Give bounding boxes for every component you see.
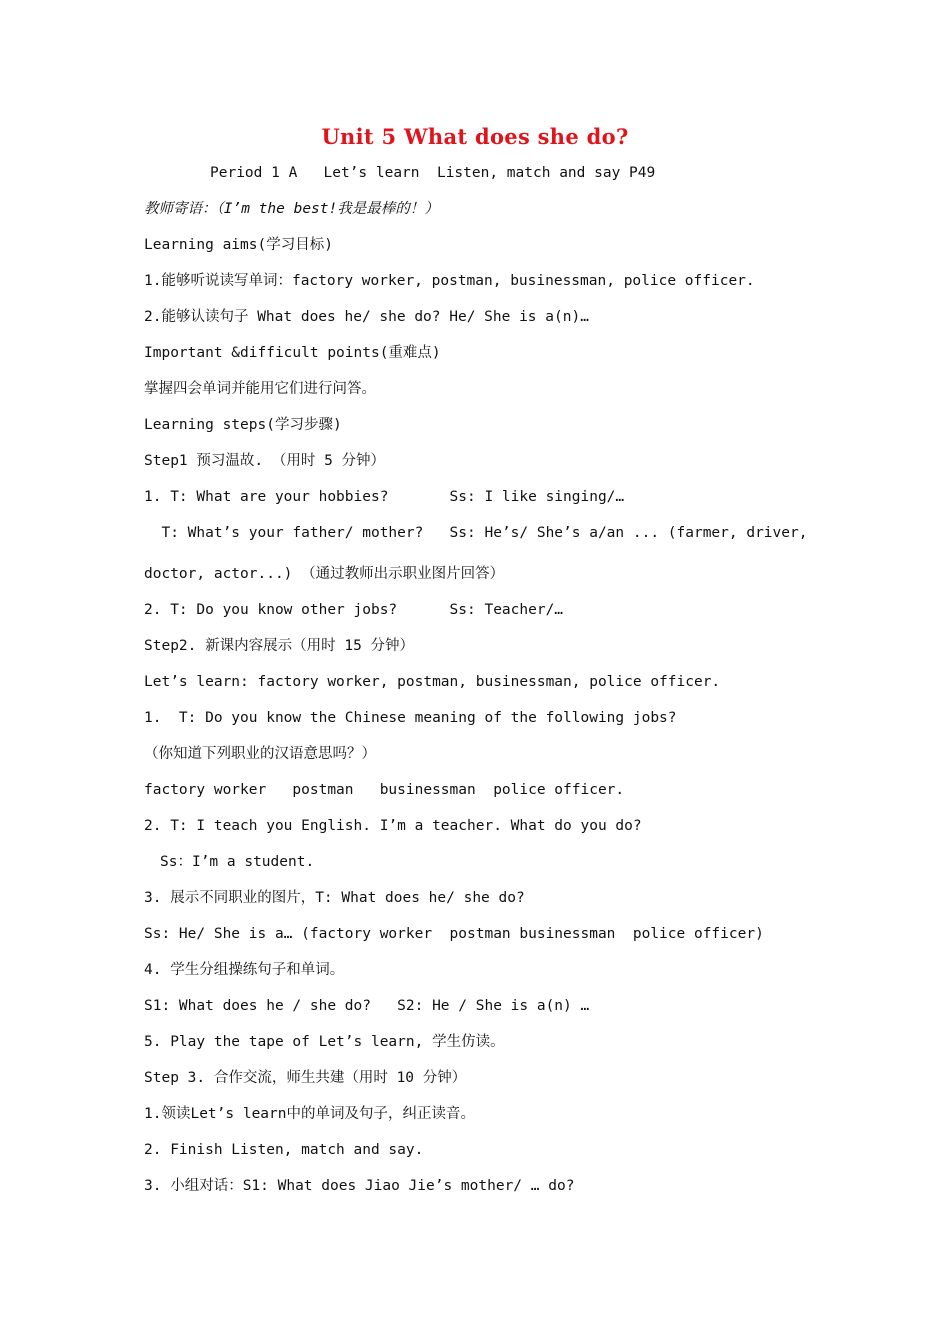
step2-item-2b: Ss：I’m a student.	[160, 854, 315, 870]
aim-2: 2.能够认读句子 What does he/ she do? He/ She is a(n)…	[144, 309, 589, 325]
period-line: Period 1 A Let’s learn Listen, match and say P49	[210, 165, 656, 181]
step1-item-1: 1. T: What are your hobbies? Ss: I like singing/…	[144, 489, 625, 505]
step2-learn: Let’s learn: factory worker, postman, businessman, police officer.	[144, 674, 721, 690]
step2-item-1: 1. T: Do you know the Chinese meaning of the following jobs?	[144, 710, 677, 726]
step3-item-3: 3. 小组对话：S1: What does Jiao Jie’s mother/ … do?	[144, 1178, 575, 1194]
step2-item-5: 5. Play the tape of Let’s learn, 学生仿读。	[144, 1034, 505, 1050]
step2-item-2: 2. T: I teach you English. I’m a teacher. What do you do?	[144, 818, 642, 834]
step1-item-2: 2. T: Do you know other jobs? Ss: Teacher/…	[144, 602, 564, 618]
step1-heading: Step1 预习温故. （用时 5 分钟）	[144, 453, 386, 469]
teacher-motto: 教师寄语：（I’m the best!我是最棒的！）	[144, 201, 439, 217]
points-heading: Important &difficult points(重难点)	[144, 345, 441, 361]
step1-item-1b: T: What’s your father/ mother? Ss: He’s/ She’s a/an ... (farmer, driver,	[144, 525, 808, 541]
step2-item-4b: S1: What does he / she do? S2: He / She is a(n) …	[144, 998, 590, 1014]
step3-heading: Step 3. 合作交流，师生共建（用时 10 分钟）	[144, 1070, 467, 1086]
points-text: 掌握四会单词并能用它们进行问答。	[144, 381, 376, 397]
steps-heading: Learning steps(学习步骤)	[144, 417, 342, 433]
step1-item-1c: doctor, actor...) （通过教师出示职业图片回答）	[144, 566, 505, 582]
step3-item-1: 1.领读Let’s learn中的单词及句子，纠正读音。	[144, 1106, 475, 1122]
aims-heading: Learning aims(学习目标)	[144, 237, 333, 253]
step3-item-2: 2. Finish Listen, match and say.	[144, 1142, 424, 1158]
aim-1: 1.能够听说读写单词：factory worker, postman, businessman, police officer.	[144, 273, 755, 289]
step2-item-4: 4. 学生分组操练句子和单词。	[144, 962, 345, 978]
page-title: Unit 5 What does she do?	[321, 124, 629, 149]
step2-item-3b: Ss: He/ She is a… (factory worker postman businessman police officer)	[144, 926, 764, 942]
step2-heading: Step2. 新课内容展示（用时 15 分钟）	[144, 638, 415, 654]
step2-words: factory worker postman businessman police officer.	[144, 782, 625, 798]
step2-item-3: 3. 展示不同职业的图片，T: What does he/ she do?	[144, 890, 525, 906]
step2-item-1b: （你知道下列职业的汉语意思吗？）	[144, 746, 376, 762]
